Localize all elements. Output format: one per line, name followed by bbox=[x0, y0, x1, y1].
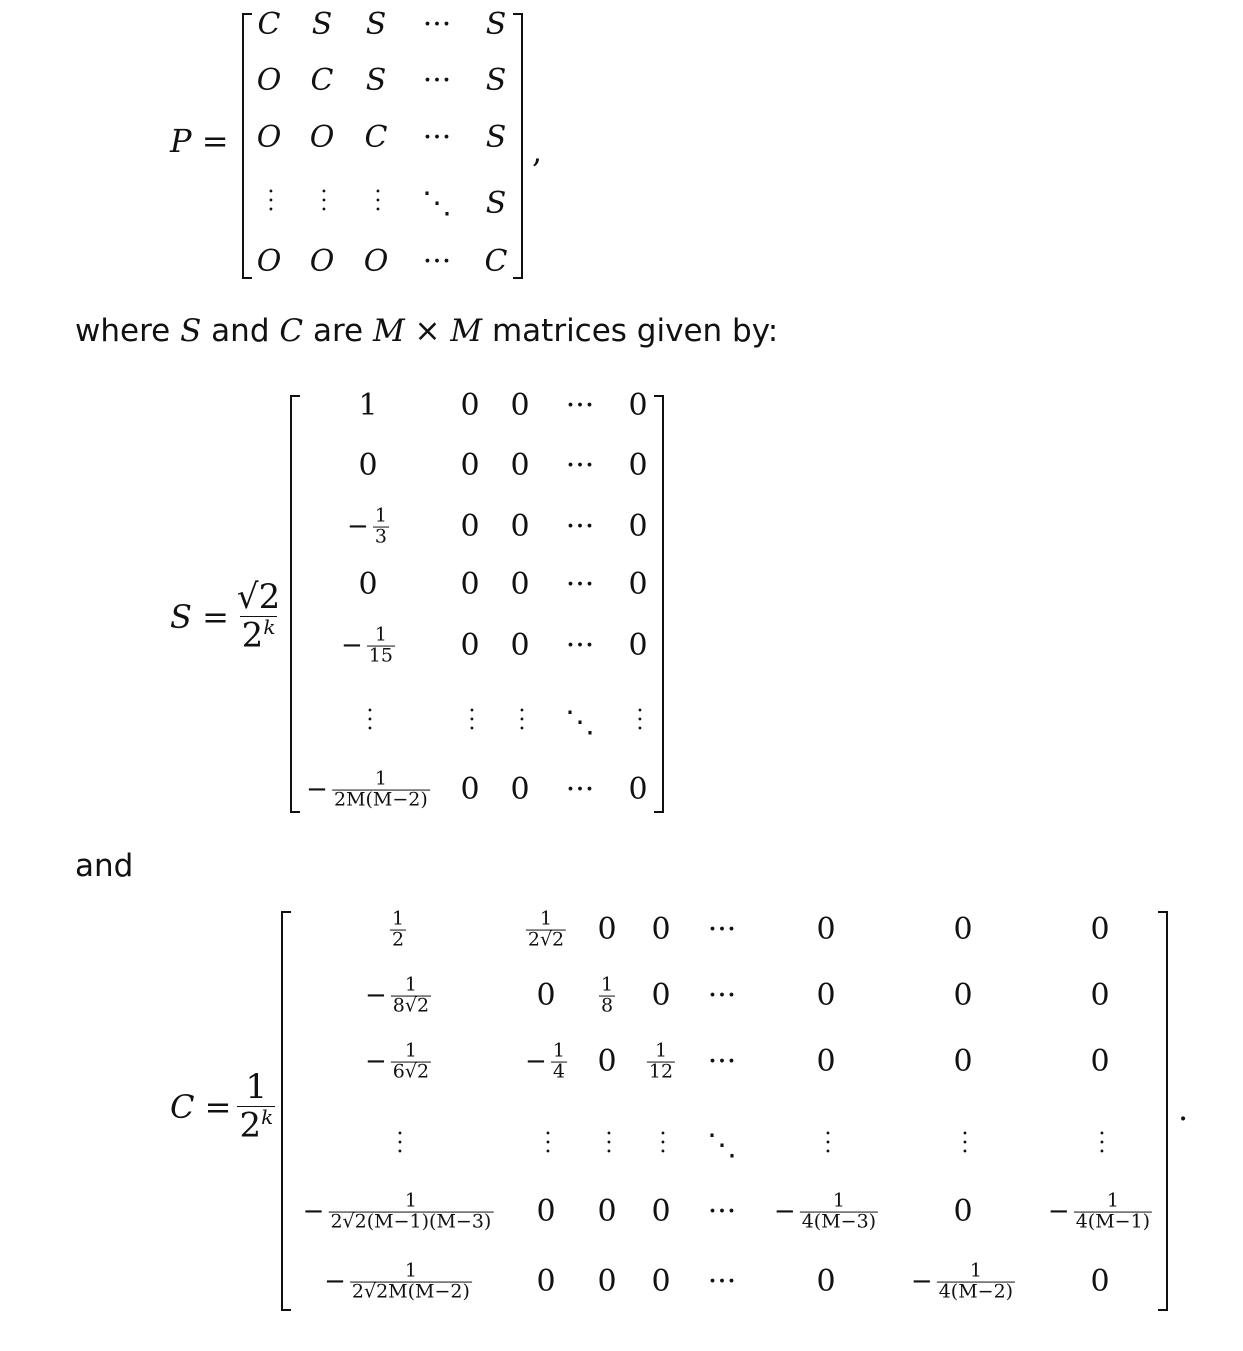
matrix-s-cell: 0 bbox=[628, 567, 648, 602]
fraction-denominator: 2 bbox=[391, 928, 405, 951]
matrix-s-cell: ··· bbox=[565, 509, 595, 544]
fraction-numerator: 1 bbox=[539, 907, 553, 930]
prefactor-base: 2 bbox=[239, 1105, 262, 1146]
matrix-s-cell: 0 bbox=[628, 388, 648, 423]
matrix-c-cell: ··· bbox=[707, 1194, 737, 1229]
fraction-denominator: 12 bbox=[648, 1060, 674, 1083]
fraction-numerator: 1 bbox=[552, 1039, 565, 1062]
matrix-s-cell: 0 bbox=[510, 388, 530, 423]
matrix-p-cell: ··· bbox=[422, 63, 452, 98]
fraction-numerator: 1 bbox=[969, 1259, 982, 1282]
vertical-dots: ··· bbox=[626, 706, 651, 734]
matrix-c-cell: 0 bbox=[536, 1194, 556, 1229]
matrix-p-cell: ··· bbox=[422, 120, 452, 155]
fraction-denominator: 2√2M(M−2) bbox=[351, 1280, 470, 1303]
vertical-dots: ··· bbox=[951, 1129, 976, 1157]
minus-sign: − bbox=[324, 1267, 346, 1297]
prose-text: where bbox=[75, 313, 181, 349]
matrix-s-cell: ⋱ bbox=[565, 705, 595, 740]
matrix-s-cell: 0 bbox=[510, 509, 530, 544]
matrix-s-right-bracket bbox=[654, 396, 663, 812]
matrix-c-cell: 0 bbox=[651, 1264, 671, 1299]
vertical-dots: ··· bbox=[386, 1129, 411, 1157]
matrix-s-cell: 0 bbox=[510, 772, 530, 807]
matrix-p-cell: ··· bbox=[422, 7, 452, 42]
matrix-s-left-bracket bbox=[291, 396, 300, 812]
matrix-c-cell: 0 bbox=[953, 912, 973, 947]
matrix-c-cell: 0 bbox=[651, 978, 671, 1013]
matrix-c-cell: 0 bbox=[1090, 1264, 1110, 1299]
matrix-s-cell: ··· bbox=[565, 772, 595, 807]
matrix-c-cell: 0 bbox=[953, 1194, 973, 1229]
vertical-dots: ··· bbox=[458, 706, 483, 734]
matrix-c-cell: 0 bbox=[597, 912, 617, 947]
fraction-denominator: 4 bbox=[552, 1060, 565, 1083]
matrix-p-cell: O bbox=[363, 244, 389, 279]
minus-sign: − bbox=[1047, 1197, 1070, 1227]
fraction-denominator: 2√2 bbox=[527, 928, 565, 951]
vertical-dots: ··· bbox=[814, 1129, 839, 1157]
matrix-p-cell: S bbox=[365, 7, 387, 42]
vertical-dots: ··· bbox=[508, 706, 533, 734]
matrix-c-trailing: . bbox=[1178, 1090, 1189, 1128]
fraction-numerator: 1 bbox=[1106, 1189, 1119, 1212]
vertical-dots: ··· bbox=[1088, 1129, 1113, 1157]
matrix-p-cell: O bbox=[309, 120, 335, 155]
matrix-p-cell: O bbox=[256, 120, 282, 155]
matrix-c-cell: 0 bbox=[816, 912, 836, 947]
matrix-s-cell: ··· bbox=[565, 567, 595, 602]
minus-sign: − bbox=[364, 981, 387, 1011]
matrix-p-cell: ⋱ bbox=[422, 186, 452, 221]
minus-sign: − bbox=[341, 631, 363, 661]
matrix-c-cell: 0 bbox=[953, 1044, 973, 1079]
matrix-s-cell: 0 bbox=[358, 567, 378, 602]
matrix-c-cell: 0 bbox=[597, 1264, 617, 1299]
matrix-s-cell: 0 bbox=[460, 567, 480, 602]
matrix-p-cell: S bbox=[311, 7, 333, 42]
prose-times: × bbox=[404, 313, 451, 349]
matrix-s-cell: 0 bbox=[628, 448, 648, 483]
fraction-denominator: 2√2(M−1)(M−3) bbox=[330, 1210, 492, 1233]
fraction-numerator: 1 bbox=[391, 907, 405, 930]
fraction-denominator: 4(M−1) bbox=[1075, 1210, 1151, 1233]
matrix-s-cell: 0 bbox=[460, 509, 480, 544]
matrix-s-cell: 0 bbox=[460, 388, 480, 423]
fraction-denominator: 4(M−2) bbox=[938, 1280, 1014, 1303]
matrix-c-cell: 0 bbox=[953, 978, 973, 1013]
fraction-denominator: 3 bbox=[374, 525, 387, 548]
minus-sign: − bbox=[910, 1267, 933, 1297]
vertical-dots: ··· bbox=[595, 1129, 620, 1157]
matrix-c-cell: 0 bbox=[1090, 978, 1110, 1013]
matrix-s-cell: 0 bbox=[510, 448, 530, 483]
matrix-c-cell: ··· bbox=[707, 1264, 737, 1299]
fraction-numerator: 1 bbox=[404, 1259, 417, 1282]
matrix-c-cell: 0 bbox=[816, 1044, 836, 1079]
matrix-c-cell: 0 bbox=[1090, 912, 1110, 947]
matrix-p-cell: O bbox=[256, 244, 282, 279]
matrix-s-cell: ··· bbox=[565, 628, 595, 663]
prose-symbol-s: S bbox=[180, 313, 202, 349]
matrix-c-cell: ··· bbox=[707, 912, 737, 947]
fraction-denominator: 8 bbox=[600, 994, 614, 1017]
prose-symbol-m: M bbox=[450, 313, 483, 349]
matrix-p-cell: O bbox=[256, 63, 282, 98]
prose-text: are bbox=[303, 313, 373, 349]
matrix-s-cell: 0 bbox=[460, 628, 480, 663]
matrix-c-cell: 0 bbox=[816, 978, 836, 1013]
minus-sign: − bbox=[773, 1197, 796, 1227]
matrix-c-cell: 0 bbox=[597, 1194, 617, 1229]
matrix-s-cell: 0 bbox=[628, 772, 648, 807]
prose-and: and bbox=[75, 848, 134, 884]
matrix-c-left-bracket bbox=[282, 912, 291, 1310]
vertical-dots: ··· bbox=[310, 187, 335, 215]
prose-text: matrices given by: bbox=[482, 313, 779, 349]
fraction-denominator: 4(M−3) bbox=[801, 1210, 877, 1233]
matrix-c-cell: ··· bbox=[707, 1044, 737, 1079]
matrix-p-cell: S bbox=[485, 7, 507, 42]
fraction-denominator: 8√2 bbox=[392, 994, 430, 1017]
prefactor-exponent: k bbox=[263, 614, 276, 639]
matrix-c-cell: 0 bbox=[816, 1264, 836, 1299]
matrix-c-cell: ··· bbox=[707, 978, 737, 1013]
minus-sign: − bbox=[347, 512, 369, 542]
matrix-p-cell: S bbox=[485, 63, 507, 98]
prose-symbol-c: C bbox=[279, 313, 304, 349]
matrix-s-cell: ··· bbox=[565, 388, 595, 423]
matrix-c-right-bracket bbox=[1158, 912, 1167, 1310]
fraction-numerator: 1 bbox=[654, 1039, 668, 1062]
matrix-s-cell: ··· bbox=[565, 448, 595, 483]
matrix-p-cell: C bbox=[310, 63, 334, 98]
fraction-denominator: 6√2 bbox=[392, 1060, 430, 1083]
matrix-c-cell: ⋱ bbox=[707, 1128, 737, 1163]
fraction-numerator: 1 bbox=[600, 973, 614, 996]
fraction-denominator: 2M(M−2) bbox=[333, 788, 428, 811]
matrix-s-cell: 1 bbox=[358, 388, 378, 423]
fraction-numerator: 1 bbox=[404, 973, 417, 996]
matrix-s-cell: 0 bbox=[510, 628, 530, 663]
matrix-c-cell: 0 bbox=[651, 912, 671, 947]
matrix-c-cell: 0 bbox=[651, 1194, 671, 1229]
fraction-numerator: 1 bbox=[404, 1189, 417, 1212]
minus-sign: − bbox=[302, 1197, 325, 1227]
matrix-p-cell: C bbox=[257, 7, 281, 42]
matrix-s-cell: 0 bbox=[510, 567, 530, 602]
prefactor-base: 2 bbox=[241, 615, 264, 656]
matrix-c-cell: 0 bbox=[536, 978, 556, 1013]
vertical-dots: ··· bbox=[534, 1129, 559, 1157]
fraction-denominator: 15 bbox=[368, 644, 393, 667]
vertical-dots: ··· bbox=[364, 187, 389, 215]
matrix-p-cell: S bbox=[485, 120, 507, 155]
prefactor-exponent: k bbox=[261, 1104, 274, 1129]
matrix-s-lhs-text: S = bbox=[170, 597, 229, 636]
matrix-p-cell: S bbox=[485, 186, 507, 221]
matrix-p-cell: C bbox=[364, 120, 388, 155]
fraction-numerator: 1 bbox=[374, 504, 387, 527]
fraction-numerator: 1 bbox=[374, 623, 387, 646]
matrix-s-cell: 0 bbox=[628, 509, 648, 544]
matrix-c-lhs-text: C = bbox=[170, 1087, 232, 1126]
matrix-p-left-bracket bbox=[243, 14, 252, 278]
matrix-c-cell: 0 bbox=[536, 1264, 556, 1299]
fraction-numerator: 1 bbox=[374, 767, 387, 790]
prefactor-numerator: 1 bbox=[245, 1067, 268, 1107]
matrix-s-cell: 0 bbox=[460, 448, 480, 483]
matrix-p-trailing: , bbox=[532, 132, 543, 170]
matrix-p-cell: S bbox=[365, 63, 387, 98]
matrix-s-cell: 0 bbox=[460, 772, 480, 807]
vertical-dots: ··· bbox=[257, 187, 282, 215]
fraction-numerator: 1 bbox=[404, 1039, 417, 1062]
matrix-s-cell: 0 bbox=[628, 628, 648, 663]
minus-sign: − bbox=[364, 1047, 387, 1077]
matrix-p-right-bracket bbox=[513, 14, 522, 278]
matrix-c-cell: 0 bbox=[597, 1044, 617, 1079]
matrix-p-cell: ··· bbox=[422, 244, 452, 279]
prose-symbol-m: M bbox=[372, 313, 405, 349]
vertical-dots: ··· bbox=[356, 706, 381, 734]
prefactor-numerator: √2 bbox=[236, 577, 281, 617]
minus-sign: − bbox=[306, 775, 328, 805]
prose-text: and bbox=[201, 313, 280, 349]
minus-sign: − bbox=[525, 1047, 547, 1077]
matrix-c-cell: 0 bbox=[1090, 1044, 1110, 1079]
matrix-p-cell: C bbox=[484, 244, 508, 279]
matrix-p-cell: O bbox=[309, 244, 335, 279]
matrix-s-cell: 0 bbox=[358, 448, 378, 483]
vertical-dots: ··· bbox=[649, 1129, 674, 1157]
fraction-numerator: 1 bbox=[832, 1189, 845, 1212]
matrix-p-lhs-text: P = bbox=[170, 122, 229, 160]
